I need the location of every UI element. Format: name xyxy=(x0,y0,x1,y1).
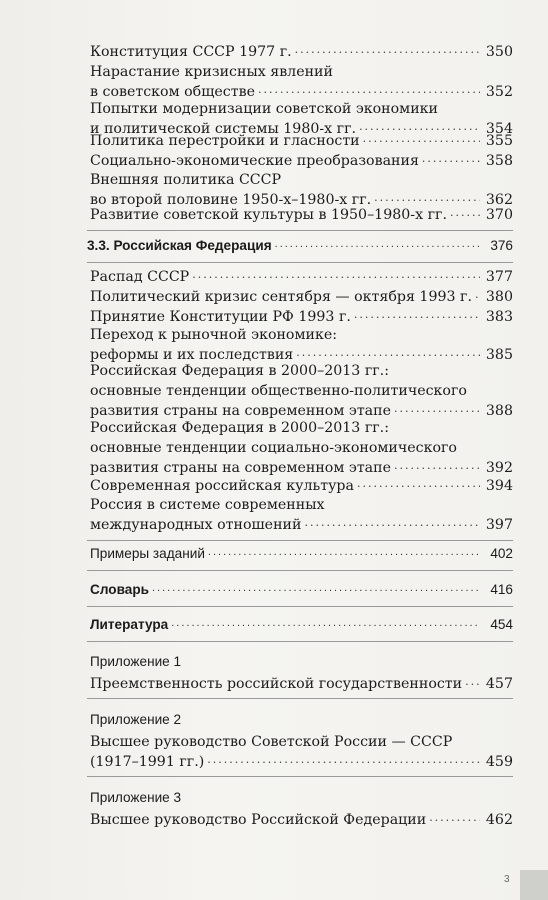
leader-dots xyxy=(171,612,480,633)
toc-entry-title: Примеры заданий xyxy=(90,546,205,561)
leader-dots xyxy=(422,148,480,169)
divider xyxy=(87,641,513,642)
toc-entry-title: в советском обществе xyxy=(90,84,255,100)
toc-page-number: 459 xyxy=(485,754,513,770)
toc-entry-title: Нарастание кризисных явлений xyxy=(90,64,333,80)
toc-entry-title: и политической системы 1980-х гг. xyxy=(90,121,357,137)
section-title: 3.3. Российская Федерация xyxy=(87,238,272,253)
toc-entry-crisis[interactable] xyxy=(90,62,513,103)
toc-entry-modern-culture[interactable] xyxy=(90,476,513,497)
toc-entry-glossary[interactable] xyxy=(90,580,513,601)
toc-entry-examples[interactable] xyxy=(90,544,513,565)
toc-entry-title: развития страны на современном этапе xyxy=(90,460,391,476)
toc-page-number: 377 xyxy=(485,269,513,285)
leader-dots xyxy=(450,202,480,223)
toc-entry-title: Принятие Конституции РФ 1993 г. xyxy=(90,309,351,325)
divider xyxy=(87,262,513,263)
toc-entry-title: международных отношений xyxy=(90,517,302,533)
toc-entry-title: во второй половине 1950-х–1980-х гг. xyxy=(90,192,372,208)
leader-dots xyxy=(304,512,480,533)
appendix-2-heading: Приложение 2 xyxy=(90,712,182,727)
leader-dots xyxy=(258,79,480,100)
toc-entry-market-economy[interactable] xyxy=(90,325,513,366)
toc-page-number: 392 xyxy=(485,460,513,476)
toc-entry-title: Российская Федерация в 2000–2013 гг.: xyxy=(90,363,389,379)
toc-entry-title: основные тенденции социально-экономического xyxy=(90,440,457,456)
toc-entry-constitution-1977[interactable] xyxy=(90,42,513,63)
divider xyxy=(87,606,513,607)
appendix-3-heading: Приложение 3 xyxy=(90,790,182,805)
section-title: Литература xyxy=(90,617,169,632)
toc-page-number: 358 xyxy=(485,153,513,169)
toc-page-number: 355 xyxy=(485,133,513,149)
toc-entry-title: Высшее руководство Российской Федерации xyxy=(90,812,427,828)
leader-dots xyxy=(192,264,480,285)
toc-entry-title: реформы и их последствия xyxy=(90,347,294,363)
toc-page-number: 385 xyxy=(485,347,513,363)
toc-entry-appendix-3[interactable] xyxy=(90,810,513,831)
toc-page-number: 402 xyxy=(490,546,513,561)
toc-page-number: 388 xyxy=(485,403,513,419)
toc-entry-title: Высшее руководство Советской России — СССР xyxy=(90,734,453,750)
toc-entry-ussr-collapse[interactable] xyxy=(90,267,513,288)
toc-page-number: 416 xyxy=(490,582,513,597)
page-corner-shadow xyxy=(520,870,548,900)
toc-entry-title: Развитие советской культуры в 1950–1980-х гг. xyxy=(90,207,447,223)
toc-entry-title: Политический кризис сентября — октября 1993 г. xyxy=(90,289,472,305)
toc-page-number: 394 xyxy=(485,478,513,494)
page-number: 3 xyxy=(504,874,510,885)
toc-page-number: 350 xyxy=(485,44,513,60)
toc-section-russian-federation[interactable] xyxy=(87,236,513,257)
toc-entry-rf-socioeconomic[interactable] xyxy=(90,418,513,479)
leader-dots xyxy=(296,342,480,363)
toc-entry-rf-political[interactable] xyxy=(90,361,513,422)
toc-page-number: 354 xyxy=(485,121,513,137)
toc-page-number: 454 xyxy=(490,617,513,632)
toc-entry-title: Российская Федерация в 2000–2013 гг.: xyxy=(90,420,389,436)
toc-entry-international-relations[interactable] xyxy=(90,495,513,536)
toc-page-number: 383 xyxy=(485,309,513,325)
section-title: Словарь xyxy=(90,582,149,597)
toc-entry-title: развития страны на современном этапе xyxy=(90,403,391,419)
toc-entry-title: основные тенденции общественно-политического xyxy=(90,383,467,399)
leader-dots xyxy=(394,398,480,419)
leader-dots xyxy=(208,541,480,562)
toc-entry-title: Внешняя политика СССР xyxy=(90,172,282,188)
toc-entry-soviet-culture[interactable] xyxy=(90,205,513,226)
toc-entry-title: Конституция СССР 1977 г. xyxy=(90,44,292,60)
leader-dots xyxy=(354,304,480,325)
leader-dots xyxy=(295,39,480,60)
toc-entry-socioeconomic[interactable] xyxy=(90,151,513,172)
toc-entry-literature[interactable] xyxy=(90,615,513,636)
toc-entry-title: Распад СССР xyxy=(90,269,190,285)
toc-page-number: 457 xyxy=(485,676,513,692)
toc-page-number: 380 xyxy=(485,289,513,305)
divider xyxy=(87,698,513,699)
toc-entry-appendix-2[interactable] xyxy=(90,732,513,773)
toc-page-number: 352 xyxy=(485,84,513,100)
toc-entry-title: Россия в системе современных xyxy=(90,497,325,513)
toc-page-number: 370 xyxy=(485,207,513,223)
divider xyxy=(87,230,513,231)
divider xyxy=(87,570,513,571)
leader-dots xyxy=(357,473,480,494)
appendix-1-heading: Приложение 1 xyxy=(90,654,182,669)
toc-page-number: 362 xyxy=(485,192,513,208)
toc-entry-title: Политика перестройки и гласности xyxy=(90,133,360,149)
leader-dots xyxy=(465,671,480,692)
toc-entry-title: (1917–1991 гг.) xyxy=(90,754,205,770)
toc-entry-title: Преемственность российской государственности xyxy=(90,676,463,692)
toc-page-number: 376 xyxy=(490,238,513,253)
leader-dots xyxy=(363,128,480,149)
toc-page-number: 462 xyxy=(485,812,513,828)
leader-dots xyxy=(429,807,480,828)
toc-entry-title: Современная российская культура xyxy=(90,478,354,494)
toc-entry-title: Переход к рыночной экономике: xyxy=(90,327,338,343)
leader-dots xyxy=(207,749,480,770)
leader-dots xyxy=(152,577,480,598)
toc-entry-title: Попытки модернизации советской экономики xyxy=(90,101,438,117)
toc-entry-appendix-1[interactable] xyxy=(90,674,513,695)
toc-entry-title: Социально-экономические преобразования xyxy=(90,153,419,169)
leader-dots xyxy=(475,284,480,305)
divider xyxy=(87,776,513,777)
toc-page-number: 397 xyxy=(485,517,513,533)
leader-dots xyxy=(275,233,480,254)
